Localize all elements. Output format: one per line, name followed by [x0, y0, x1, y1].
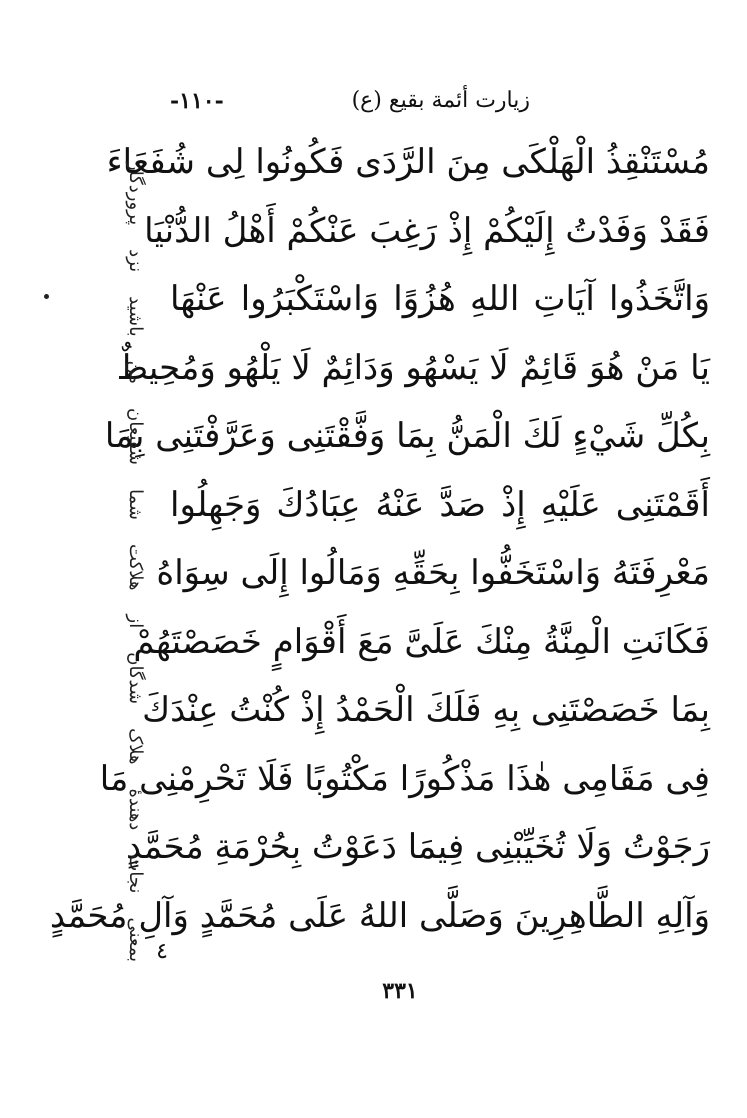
text-line: بِكُلِّ شَيْءٍ لَكَ الْمَنُّ بِمَا وَفَّقْتَنِى وَعَرَّفْتَنِى بِمَا: [104, 416, 710, 456]
text-line: بِمَا خَصَصْتَنِى بِهِ فَلَكَ الْحَمْدُ إِذْ كُنْتُ عِنْدَكَ: [142, 690, 710, 730]
margin-translation-note: بمعنی نجات دهندهٔ هلاک شدگان از هلاکت شما شفیعان من باشید نزد پروردگار: [125, 162, 146, 962]
footer-page-number: ٣٣١: [382, 978, 418, 1004]
text-line: فِى مَقَامِى هٰذَا مَذْكُورًا مَكْتُوبًا فَلَا تَحْرِمْنِى مَا: [99, 758, 710, 799]
text-line: فَقَدْ وَفَدْتُ إِلَيْكُمْ إِذْ رَغِبَ عَنْكُمْ أَهْلُ الدُّنْيَا: [144, 210, 710, 251]
text-line: رَجَوْتُ وَلَا تُخَيِّبْنِى فِيمَا دَعَوْتُ بِحُرْمَةِ مُحَمَّدٍ: [126, 827, 710, 867]
text-line: يَا مَنْ هُوَ قَائِمٌ لَا يَسْهُو وَدَائِمٌ لَا يَلْهُو وَمُحِيطٌ: [116, 347, 710, 388]
page-header: [170, 88, 530, 122]
text-line: وَاتَّخَذُوا آيَاتِ اللهِ هُزُوًا وَاسْتَكْبَرُوا عَنْهَا: [170, 279, 710, 319]
text-line: أَقَمْتَنِى عَلَيْهِ إِذْ صَدَّ عَنْهُ عِبَادُكَ وَجَهِلُوا: [170, 484, 710, 525]
header-page-number: -١١٠-: [170, 88, 224, 114]
text-line: مَعْرِفَتَهُ وَاسْتَخَفُّوا بِحَقِّهِ وَمَالُوا إِلَى سِوَاهُ: [156, 553, 710, 593]
text-line: مُسْتَنْقِذُ الْهَلْكَى مِنَ الرَّدَى فَكُونُوا لِى شُفَعَاءَ: [106, 142, 710, 182]
header-title: زيارت أئمة بقيع (ع): [351, 88, 530, 113]
text-line: فَكَانَتِ الْمِنَّةُ مِنْكَ عَلَىَّ مَعَ أَقْوَامٍ خَصَصْتَهُمْ: [133, 621, 710, 662]
text-line: وَآلِهِ الطَّاهِرِينَ وَصَلَّى اللهُ عَلَى مُحَمَّدٍ وَآلِ مُحَمَّدٍ: [49, 895, 710, 936]
stray-dot: [44, 294, 49, 299]
verse-end-mark: ٤: [156, 939, 168, 964]
